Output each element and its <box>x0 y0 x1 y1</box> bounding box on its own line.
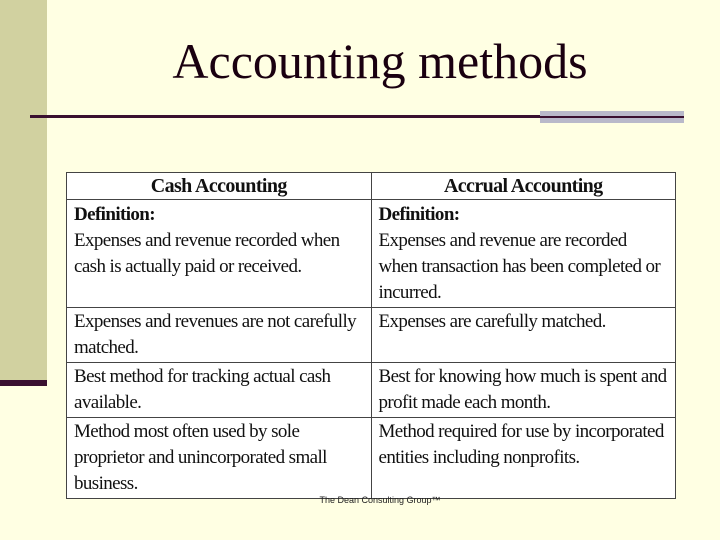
left-sidebar-bar <box>0 0 47 380</box>
slide-title: Accounting methods <box>172 33 588 89</box>
slide-footer: The Dean Consulting Group™ <box>319 495 441 505</box>
table-header-row <box>67 173 676 200</box>
accrual-cell: Method required for use by incorporated entities including nonprofits. <box>371 418 675 499</box>
cash-cell: Best method for tracking actual cash available. <box>67 363 372 418</box>
header-accrual-accounting: Accrual Accounting <box>371 173 675 200</box>
cash-definition-text: Expenses and revenue recorded when cash is actually paid or received. <box>74 230 340 277</box>
table-row <box>67 418 676 499</box>
accounting-methods-table <box>66 172 676 499</box>
table-row <box>67 200 676 308</box>
accrual-cell: Expenses are carefully matched. <box>371 308 675 363</box>
definition-label: Definition: <box>378 204 460 225</box>
accrual-definition-cell <box>371 200 675 308</box>
left-sidebar-accent <box>0 380 47 386</box>
header-cash-accounting: Cash Accounting <box>67 173 372 200</box>
definition-label: Definition: <box>74 204 156 225</box>
cash-definition-cell <box>67 200 372 308</box>
table-row <box>67 363 676 418</box>
title-rule <box>30 115 540 118</box>
cash-cell: Method most often used by sole proprietor and unincorporated small business. <box>67 418 372 499</box>
title-rule-extension <box>540 116 684 118</box>
accrual-definition-text: Expenses and revenue are recorded when transaction has been completed or incurred. <box>378 230 661 303</box>
cash-cell: Expenses and revenues are not carefully matched. <box>67 308 372 363</box>
accrual-cell: Best for knowing how much is spent and profit made each month. <box>371 363 675 418</box>
table-row <box>67 308 676 363</box>
